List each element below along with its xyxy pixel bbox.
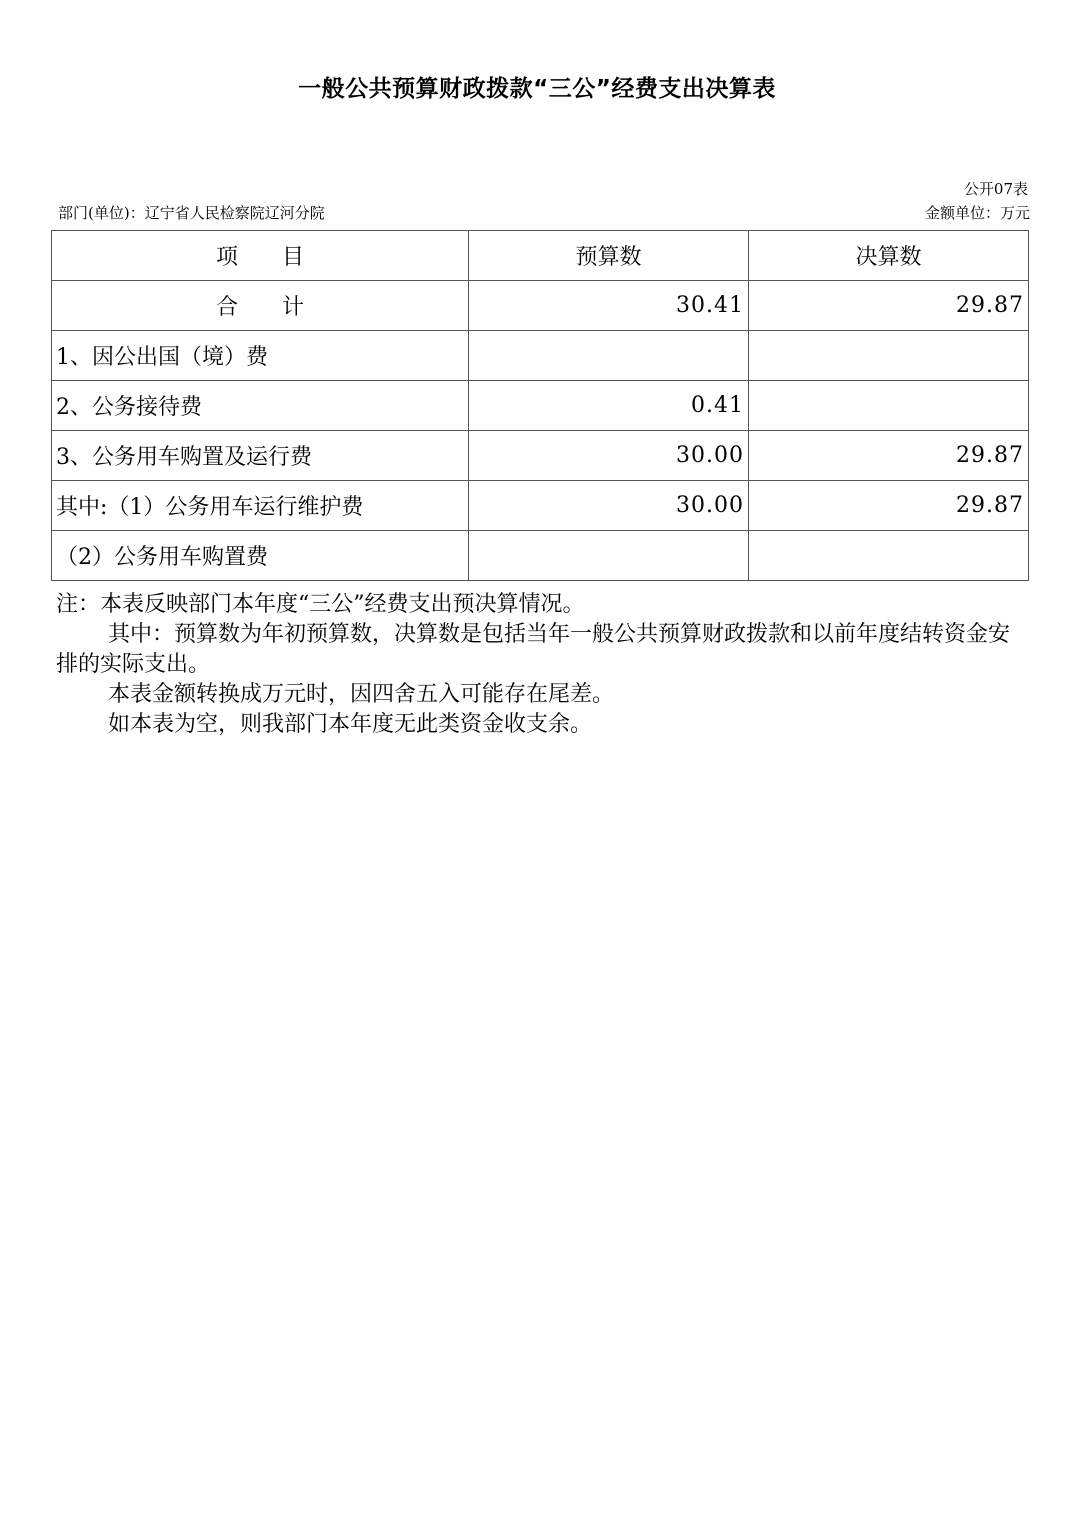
note-line: 本表金额转换成万元时，因四舍五入可能存在尾差。 — [108, 682, 615, 707]
row-final: 29.87 — [749, 481, 1029, 531]
header-item: 项 目 — [52, 231, 469, 281]
table-row-total — [52, 281, 1029, 331]
page-title: 一般公共预算财政拨款“三公”经费支出决算表 — [298, 76, 776, 102]
table-row — [52, 531, 1029, 581]
department-label: 部门(单位)：辽宁省人民检察院辽河分院 — [58, 204, 325, 222]
note-line: 其中：预算数为年初预算数，决算数是包括当年一般公共预算财政拨款和以前年度结转资金安排的实际支出。 — [56, 622, 1011, 677]
header-budget: 预算数 — [469, 231, 749, 281]
table-row — [52, 381, 1029, 431]
row-budget: 30.00 — [469, 431, 749, 481]
notes-section — [56, 590, 1024, 740]
row-final — [749, 531, 1029, 581]
row-label: 2、公务接待费 — [52, 381, 469, 431]
table-header-row — [52, 231, 1029, 281]
row-label: 3、公务用车购置及运行费 — [52, 431, 469, 481]
row-budget — [469, 531, 749, 581]
row-budget: 30.00 — [469, 481, 749, 531]
row-final — [749, 381, 1029, 431]
total-label: 合 计 — [52, 281, 469, 331]
row-label: 其中:（1）公务用车运行维护费 — [52, 481, 469, 531]
form-number: 公开07表 — [963, 180, 1028, 198]
table-row — [52, 431, 1029, 481]
row-final: 29.87 — [749, 431, 1029, 481]
header-final: 决算数 — [749, 231, 1029, 281]
amount-unit-label: 金额单位：万元 — [924, 204, 1030, 222]
note-line: 注：本表反映部门本年度“三公”经费支出预决算情况。 — [56, 592, 585, 617]
total-budget: 30.41 — [469, 281, 749, 331]
note-line: 如本表为空，则我部门本年度无此类资金收支余。 — [108, 712, 593, 737]
row-label: （2）公务用车购置费 — [52, 531, 469, 581]
expenditure-table — [51, 230, 1029, 581]
row-final — [749, 331, 1029, 381]
table-row — [52, 481, 1029, 531]
row-budget: 0.41 — [469, 381, 749, 431]
table-row — [52, 331, 1029, 381]
total-final: 29.87 — [749, 281, 1029, 331]
row-budget — [469, 331, 749, 381]
row-label: 1、因公出国（境）费 — [52, 331, 469, 381]
